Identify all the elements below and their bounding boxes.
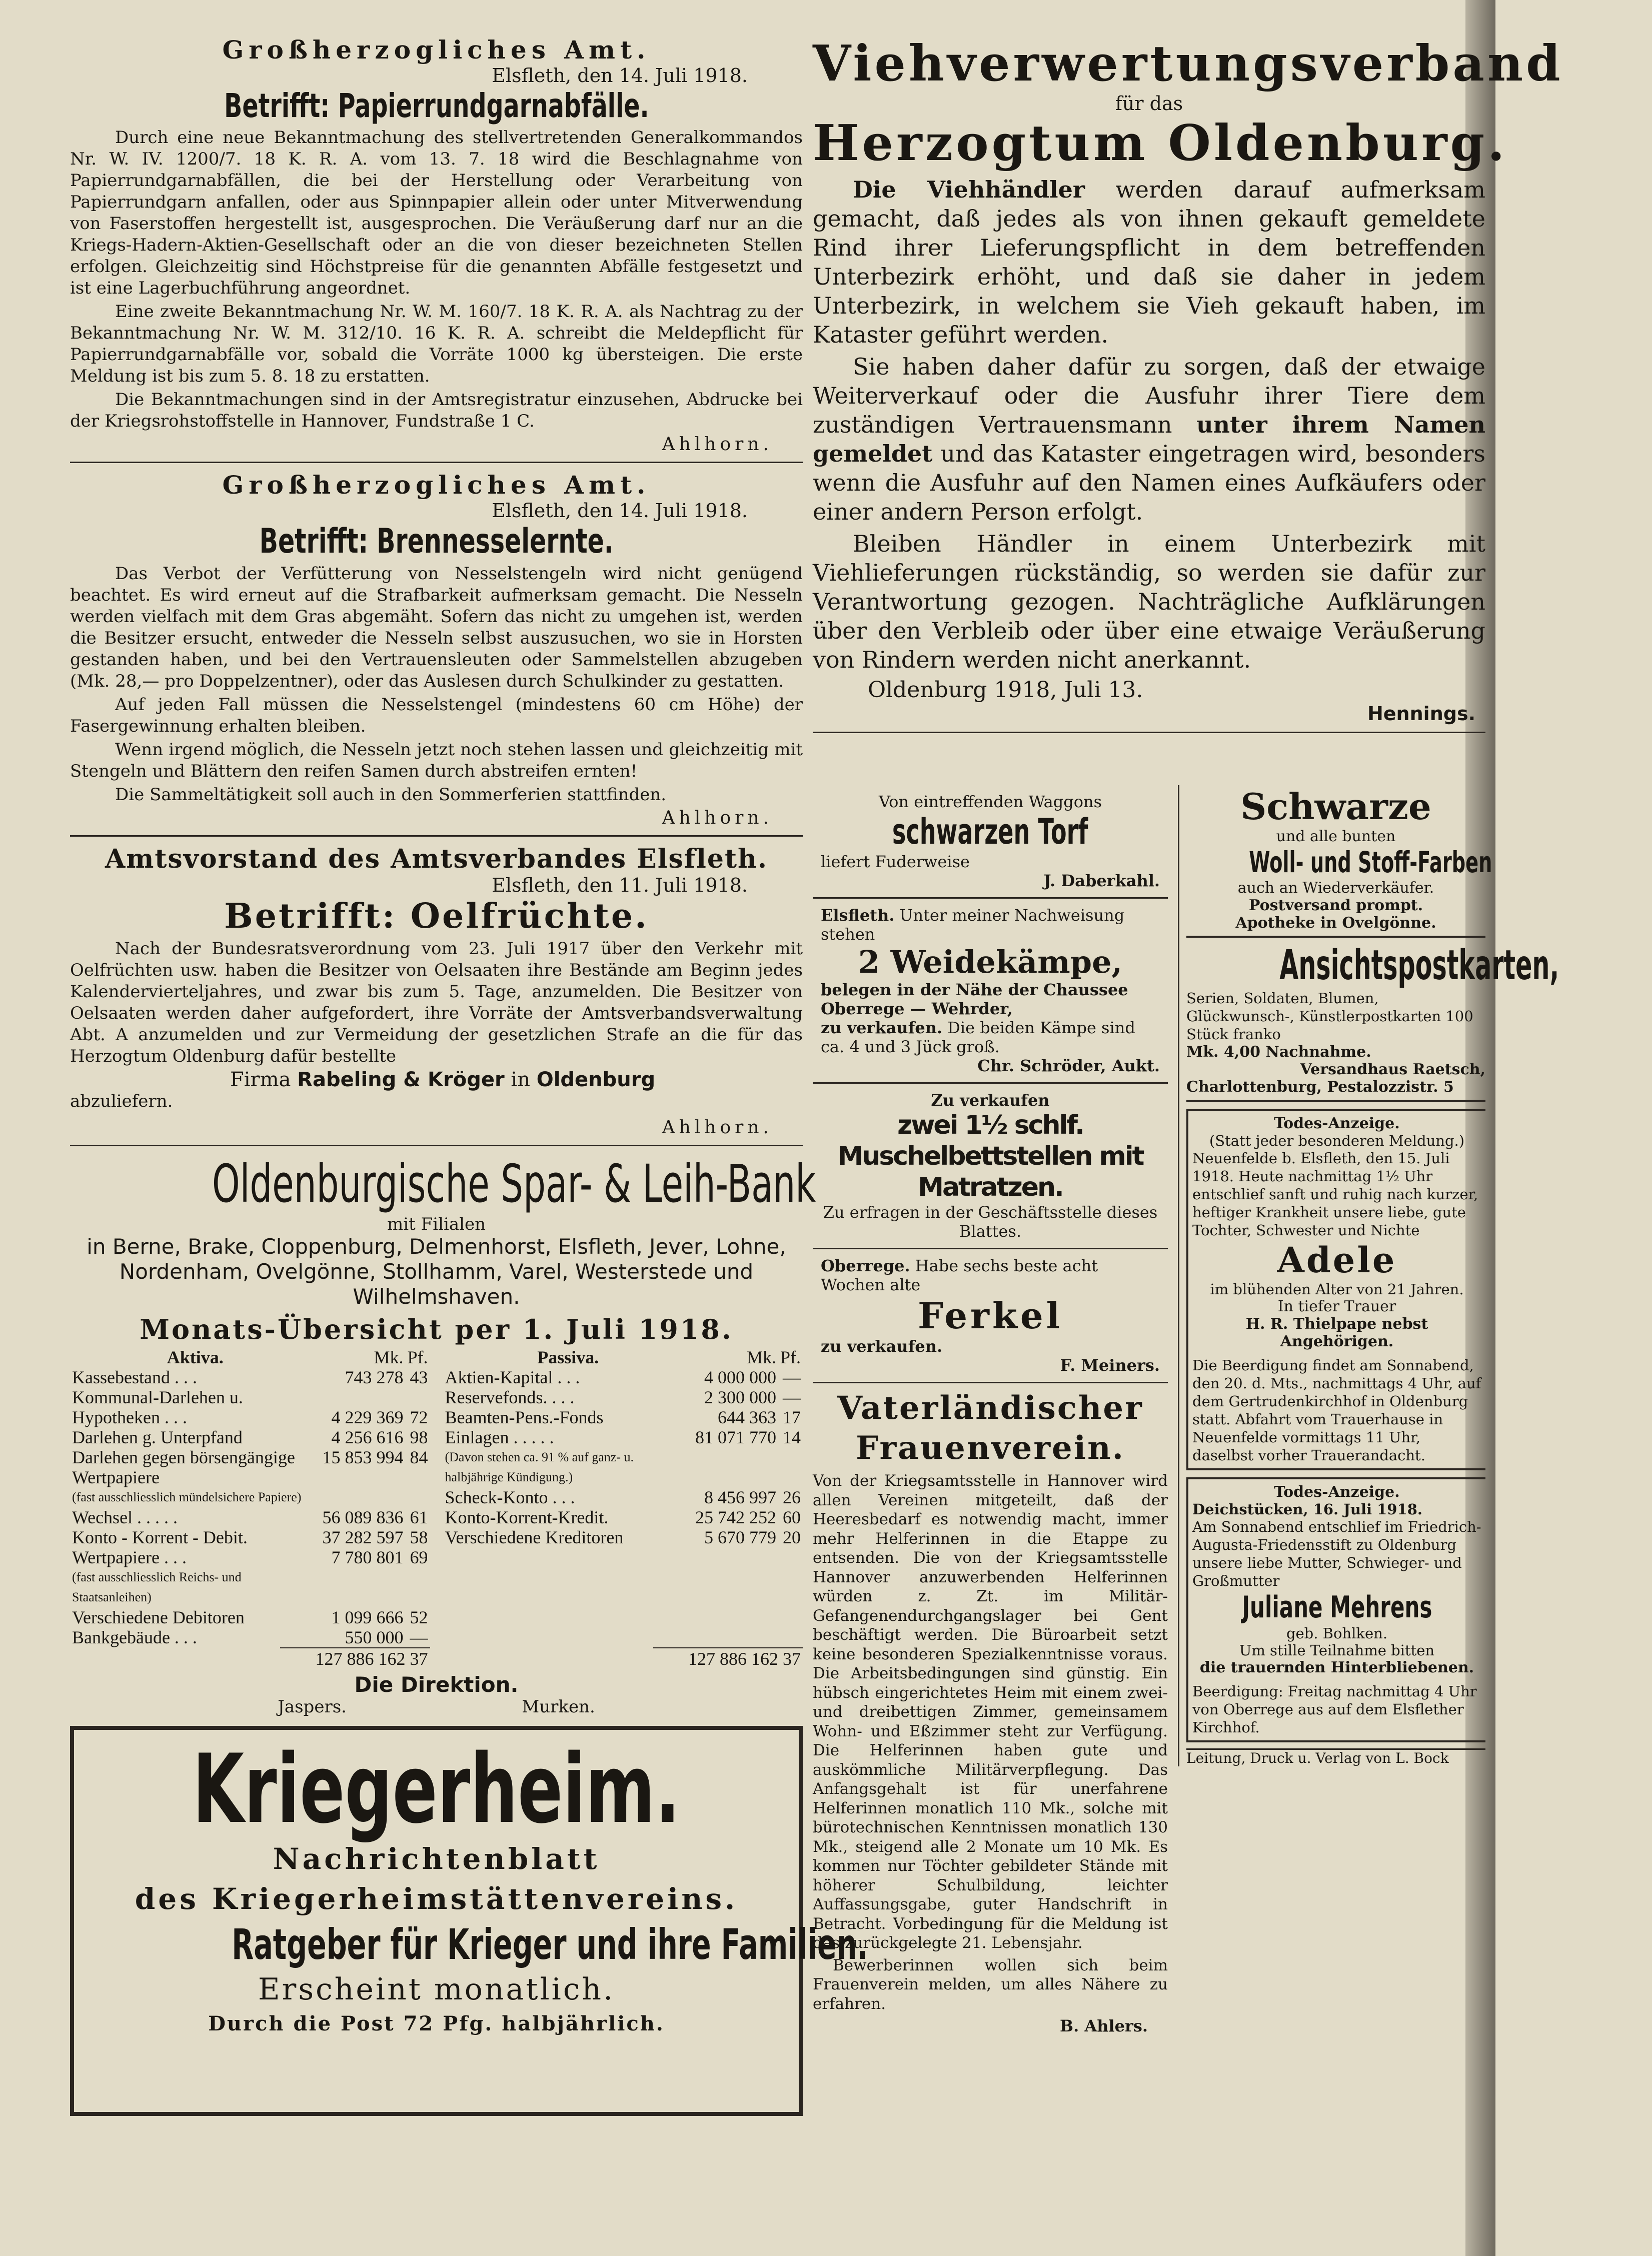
- row-mk: 7 780 801: [331, 1547, 404, 1567]
- row-pf: 98: [410, 1427, 428, 1447]
- divider: [70, 1145, 803, 1146]
- ansicht-line2: Mk. 4,00 Nachnahme.: [1186, 1043, 1371, 1061]
- row-mk: 37 282 597: [322, 1527, 404, 1547]
- row-pf: —: [410, 1627, 428, 1647]
- vieh-p1-bold: Die Viehhändler: [853, 176, 1085, 203]
- row-label: Einlagen . . . . .: [445, 1427, 554, 1447]
- torf-signature: J. Daberkahl.: [1043, 871, 1160, 890]
- notice-title: Amtsvorstand des Amtsverbandes Elsfleth.: [105, 844, 768, 874]
- weide-line2: Die beiden Kämpe sind ca. 4 und 3 Jück groß.: [821, 1018, 1135, 1056]
- mk-header: Mk.: [374, 1347, 404, 1367]
- row-mk: 743 278: [345, 1367, 404, 1387]
- tod1-burial: Die Beerdigung findet am Sonnabend, den 20. d. Mts., nachmittags 4 Uhr, auf dem Gertrudenkirchhof in Oldenburg statt. Abfahrt vom Trauerhause in Neuenfelde vormittags 11 Uhr, daselbst vorher Trauerandacht.: [1192, 1357, 1481, 1464]
- vieh-fuer: für das: [1115, 93, 1183, 115]
- vieh-title: Viehverwertungsverband: [813, 35, 1563, 93]
- notice-title: Großherzogliches Amt.: [222, 470, 651, 500]
- row-label: (Davon stehen ca. 91 % auf ganz- u. halbjährige Kündigung.): [445, 1450, 634, 1484]
- row-pf: [778, 1447, 803, 1487]
- row-mk: 25 742 252: [695, 1507, 776, 1527]
- notice-oelfruechte: [70, 844, 803, 1138]
- bank-title: Oldenburgische Spar- & Leih-Bank: [212, 1153, 816, 1214]
- betten-line: Zu erfragen in der Geschäftsstelle dieses Blattes.: [823, 1203, 1158, 1241]
- farben-title-2: Woll- und Stoff-Farben: [1249, 845, 1492, 879]
- row-mk: 56 089 836: [322, 1507, 404, 1527]
- ansicht-line3: Versandhaus Raetsch,: [1300, 1061, 1485, 1078]
- row-label: Wertpapiere . . .: [72, 1547, 187, 1567]
- torf-ad: [813, 785, 1168, 899]
- table-row: [443, 1487, 803, 1507]
- table-row: [70, 1567, 430, 1607]
- kriegerheim-ad: [70, 1726, 868, 2116]
- notice-body: Durch eine neue Bekanntmachung des stellvertretenden Generalkommandos Nr. W. IV. 1200/7. 18 K. R. A. vom 13. 7. 18 wird die Beschlagnahme von Papierrundgarnabfällen, die bei der Herstellung oder Verarbeitung von Papierrundgarn anfallen, oder aus Spinnpapier allein oder unter Mitverwendung von Faserstoffen hergestellt ist, ausgesprochen. Die Veräußerung darf nur an die Kriegs-Hadern-Aktien-Gesellschaft oder an die von dieser bezeichneten Stellen erfolgen. Gleichzeitig sind Höchstpreise für die genannten Abfälle festgesetzt und ist eine Lagerbuchführung angeordnet.: [70, 128, 803, 298]
- right-subcolumn-right: [1178, 785, 1559, 1766]
- bank-sig-left: Jaspers.: [278, 1697, 347, 1717]
- betten-title: zwei 1½ schlf. Muschelbettstellen mit Matratzen.: [837, 1110, 1143, 1202]
- row-label: Wechsel . . . . .: [72, 1507, 178, 1527]
- weide-head2: Unter meiner Nachweisung stehen: [821, 906, 1125, 944]
- bank-direction: Die Direktion.: [354, 1672, 519, 1697]
- farben-line1: und alle bunten: [1276, 828, 1396, 845]
- row-pf: 84: [410, 1447, 428, 1467]
- row-label: Darlehen g. Unterpfand: [72, 1427, 243, 1447]
- row-mk: 2 300 000: [704, 1387, 776, 1407]
- notice-body-3: Die Bekanntmachungen sind in der Amtsregistratur einzusehen, Abdrucke bei der Kriegsrohstoffstelle in Hannover, Fundstraße 1 C.: [70, 390, 803, 431]
- firm-city: Oldenburg: [536, 1068, 656, 1091]
- row-pf: 72: [410, 1407, 428, 1427]
- table-row: [70, 1527, 430, 1547]
- row-mk: [320, 1487, 405, 1507]
- row-mk: 4 000 000: [704, 1367, 776, 1387]
- row-label: Konto - Korrent - Debit.: [72, 1527, 248, 1547]
- weide-line1: belegen in der Nähe der Chaussee Oberrege — Wehrder,: [821, 980, 1128, 1018]
- row-pf: [405, 1567, 430, 1607]
- tod2-family: die trauernden Hinterbliebenen.: [1199, 1659, 1474, 1676]
- notice-subject: Betrifft: Oelfrüchte.: [224, 896, 649, 936]
- table-row: [70, 1607, 430, 1627]
- farben-line4: Apotheke in Ovelgönne.: [1235, 914, 1436, 932]
- notice-body-3: Wenn irgend möglich, die Nesseln jetzt noch stehen lassen und gleichzeitig mit Stengeln und Blättern den reifen Samen durch abstreifen ernten!: [70, 740, 803, 781]
- ansicht-ad: [1186, 938, 1559, 1102]
- table-row: [70, 1407, 430, 1427]
- bank-overview: Monats-Übersicht per 1. Juli 1918.: [140, 1313, 733, 1345]
- frauen-body: Von der Kriegsamtsstelle in Hannover wird allen Vereinen mitgeteilt, daß der Heeresbedarf es notwendig macht, immer mehr Helferinnen in die Etappe zu entsenden. Die von der Kriegsamtsstelle Hannover anzuwerbenden Helferinnen würden z. Zt. im Militär-Gefangenendurchgangslager bei Gent beschäftigt werden. Die Büroarbeit setzt keine besonderen Spezialkenntnisse voraus. Die Arbeitsbedingungen sind günstig. Ein hübsch eingerichtetes Heim mit einem zwei- und dreibettigen Zimmer, gemeinsamem Wohn- und Eßzimmer steht zur Verfügung. Die Helferinnen haben gute und auskömmliche Militärverpflegung. Das Anfangsgehalt ist für unerfahrene Helferinnen monatlich 110 Mk., solche mit bürotechnischen Kenntnissen monatlich 130 Mk., steigend alle 2 Monate um 10 Mk. Es kommen nur Töchter gebildeter Stände mit höherer Schulbildung, leichter Auffassungsgabe, guter Handschrift in Betracht. Vorbedingung für die Meldung ist das zurückgelegte 21. Lebensjahr.: [813, 1472, 1168, 1952]
- farben-ad: [1186, 785, 1492, 938]
- row-mk: 8 456 997: [704, 1487, 776, 1507]
- bank-subtitle: mit Filialen: [387, 1214, 486, 1234]
- farben-line3: Postversand prompt.: [1248, 897, 1423, 914]
- viehverwertung-notice: [813, 35, 1563, 725]
- row-pf: 26: [783, 1487, 801, 1507]
- table-row: [443, 1367, 803, 1387]
- notice-body-2: Eine zweite Bekanntmachung Nr. W. M. 160/7. 18 K. R. A. als Nachtrag zu der Bekanntmachung Nr. W. M. 312/10. 16 K. R. A. schreibt die Meldepflicht für Papierrundgarnabfälle vor, sobald die Vorräte 1000 kg übersteigen. Die erste Meldung ist bis zum 5. 8. 18 zu erstatten.: [70, 302, 803, 386]
- death-notice-2: [1186, 1477, 1485, 1742]
- frauen-body-2: Bewerberinnen wollen sich beim Frauenverein melden, um alles Nähere zu erfahren.: [813, 1956, 1168, 2013]
- kriegerheim-title: Kriegerheim.: [192, 1734, 681, 1844]
- tod2-still: Um stille Teilnahme bitten: [1239, 1642, 1435, 1659]
- tod2-burial: Beerdigung: Freitag nachmittag 4 Uhr von Oberrege aus auf dem Elsflether Kirchhof.: [1192, 1683, 1477, 1736]
- row-pf: 60: [783, 1507, 801, 1527]
- notice-end: abzuliefern.: [70, 1091, 173, 1111]
- row-pf: —: [783, 1387, 801, 1407]
- notice-papierrundgarn: [70, 35, 803, 455]
- death-notice-1: [1186, 1109, 1485, 1470]
- ferkel-ad: [813, 1249, 1168, 1383]
- aktiva-header: Aktiva.: [167, 1347, 224, 1367]
- notice-signature: Ahlhorn.: [662, 808, 773, 828]
- frauen-title: Vaterländischer Frauenverein.: [837, 1389, 1143, 1467]
- tod1-name: Adele: [1277, 1239, 1397, 1281]
- kriegerheim-line4: Erscheint monatlich.: [258, 1972, 615, 2007]
- frauen-signature: B. Ahlers.: [1060, 2016, 1148, 2035]
- kriegerheim-line3: Ratgeber für Krieger und ihre Familien.: [232, 1920, 868, 1969]
- ferkel-line2: zu verkaufen.: [821, 1337, 943, 1356]
- row-mk: 550 000: [345, 1627, 404, 1647]
- row-mk: 644 363: [717, 1407, 776, 1427]
- vieh-title-2: Herzogtum Oldenburg.: [813, 115, 1508, 172]
- firm-name: Rabeling & Kröger: [297, 1068, 505, 1091]
- row-label: Aktien-Kapital . . .: [445, 1367, 580, 1387]
- notice-date: Elsfleth, den 11. Juli 1918.: [492, 874, 748, 896]
- table-row: [443, 1527, 803, 1547]
- right-column: [813, 35, 1563, 2035]
- divider: [70, 835, 803, 837]
- row-pf: —: [783, 1367, 801, 1387]
- table-row: [70, 1447, 430, 1487]
- betten-head: Zu verkaufen: [931, 1091, 1050, 1110]
- row-pf: [405, 1387, 430, 1407]
- firm-in: in: [511, 1068, 530, 1091]
- firm-prefix: Firma: [230, 1068, 291, 1091]
- row-label: Reservefonds. . . .: [445, 1387, 575, 1407]
- table-row: [70, 1507, 430, 1527]
- table-row: [443, 1427, 803, 1447]
- tod2-name: Juliane Mehrens: [1242, 1590, 1432, 1625]
- aktiva-section: [70, 1347, 430, 1647]
- passiva-section: [443, 1347, 803, 1647]
- tod1-family: H. R. Thielpape nebst Angehörigen.: [1245, 1315, 1428, 1350]
- row-label: Kassebestand . . .: [72, 1367, 197, 1387]
- row-label: Hypotheken . . .: [72, 1407, 187, 1427]
- ferkel-title: Ferkel: [918, 1294, 1063, 1337]
- table-row: [443, 1407, 803, 1427]
- tod1-head: Todes-Anzeige.: [1274, 1115, 1400, 1132]
- tod2-body: Am Sonnabend entschlief im Friedrich-Augusta-Friedensstift zu Oldenburg unsere liebe Mutter, Schwieger- und Großmutter: [1192, 1518, 1481, 1589]
- notice-date: Elsfleth, den 14. Juli 1918.: [492, 65, 748, 87]
- tod1-body: Neuenfelde b. Elsfleth, den 15. Juli 1918. Heute nachmittag 1½ Uhr entschlief sanft und ruhig nach kurzer, heftiger Krankheit unsere liebe, gute Tochter, Schwester und Nichte: [1192, 1150, 1478, 1239]
- table-row: [70, 1367, 430, 1387]
- row-pf: 52: [410, 1607, 428, 1627]
- footer-imprint: Leitung, Druck u. Verlag von L. Bock: [1186, 1748, 1485, 1766]
- row-label: Darlehen gegen börsengängige Wertpapiere: [72, 1447, 295, 1487]
- weide-title: 2 Weidekämpe,: [858, 944, 1123, 980]
- ansicht-line1: Serien, Soldaten, Blumen, Glückwunsch-, Künstlerpostkarten 100 Stück franko: [1186, 990, 1473, 1043]
- row-label: Scheck-Konto . . .: [445, 1487, 575, 1507]
- farben-line2: auch an Wiederverkäufer.: [1237, 879, 1434, 897]
- notice-body: Das Verbot der Verfütterung von Nesselstengeln wird nicht genügend beachtet. Es wird erneut auf die Strafbarkeit aufmerksam gemacht. Die Nesseln werden vielfach mit dem Gras abgemäht. Sofern das nicht zu umgehen ist, werden die Besitzer ersucht, entweder die Nesseln selbst auszusuchen, wo sie in Horsten gestanden haben, und bei den Vertrauensleuten oder Sammelstellen abzugeben (Mk. 28,— pro Doppelzentner), oder das Auslesen durch Schulkinder zu gestatten.: [70, 564, 803, 691]
- row-pf: 69: [410, 1547, 428, 1567]
- vieh-signature: Hennings.: [1367, 703, 1475, 725]
- farben-title: Schwarze: [1240, 785, 1431, 828]
- table-row: [70, 1547, 430, 1567]
- row-mk: 4 256 616: [331, 1427, 404, 1447]
- row-mk: [320, 1387, 405, 1407]
- row-mk: 5 670 779: [704, 1527, 776, 1547]
- notice-subject: Betrifft: Papierrundgarnabfälle.: [224, 87, 649, 125]
- table-row: [443, 1507, 803, 1527]
- row-label: (fast ausschliesslich Reichs- und Staatsanleihen): [72, 1570, 242, 1604]
- weide-ad: [813, 899, 1168, 1084]
- notice-body: Nach der Bundesratsverordnung vom 23. Juli 1917 über den Verkehr mit Oelfrüchten usw. haben die Besitzer von Oelsaaten ihre Bestände am Beginn jedes Kalendervierteljahres, und zwar bis zum 5. Tage, anzumelden. Die Besitzer von Oelsaaten werden daher aufgefordert, ihre Vorräte der Amtsverbandsverwaltung Abt. A anzumelden und zur Vermeidung der gesetzlichen Strafe an die für das Herzogtum Oldenburg dafür bestellte: [70, 939, 803, 1066]
- notice-signature: Ahlhorn.: [662, 1117, 773, 1138]
- pf-header: Pf.: [407, 1347, 428, 1367]
- weide-line2-bold: zu verkaufen.: [821, 1018, 943, 1037]
- mk-header: Mk.: [746, 1347, 776, 1367]
- kriegerheim-line5: Durch die Post 72 Pfg. halbjährlich.: [208, 2012, 665, 2035]
- row-pf: 58: [410, 1527, 428, 1547]
- row-pf: 14: [783, 1427, 801, 1447]
- row-label: Kommunal-Darlehen u.: [72, 1387, 243, 1407]
- table-row: [70, 1427, 430, 1447]
- passiva-total: 127 886 162 37: [653, 1647, 803, 1669]
- bank-sig-right: Murken.: [522, 1697, 595, 1717]
- notice-title: Großherzogliches Amt.: [222, 35, 651, 65]
- table-row: [70, 1487, 430, 1507]
- notice-subject: Betrifft: Brennesselernte.: [259, 522, 614, 561]
- row-label: Verschiedene Kreditoren: [445, 1527, 624, 1547]
- divider: [70, 462, 803, 463]
- ferkel-line: Habe sechs beste acht Wochen alte: [821, 1256, 1098, 1294]
- notice-signature: Ahlhorn.: [662, 434, 773, 455]
- row-label: (fast ausschliesslich mündelsichere Papiere): [72, 1490, 302, 1504]
- torf-line1: Von eintreffenden Waggons: [878, 792, 1102, 811]
- row-pf: 61: [410, 1507, 428, 1527]
- pf-header: Pf.: [780, 1347, 801, 1367]
- row-pf: [405, 1487, 430, 1507]
- row-mk: [693, 1447, 778, 1487]
- row-pf: 17: [783, 1407, 801, 1427]
- row-mk: 81 071 770: [695, 1427, 776, 1447]
- table-row: [70, 1627, 430, 1647]
- vieh-date: Oldenburg 1918, Juli 13.: [868, 677, 1143, 703]
- right-subcolumn-left: [813, 785, 1168, 2040]
- aktiva-table: [70, 1347, 430, 1647]
- tod1-age: im blühenden Alter von 21 Jahren.: [1210, 1281, 1464, 1298]
- row-label: Bankgebäude . . .: [72, 1627, 197, 1647]
- bank-statement: [70, 1153, 816, 1717]
- vieh-p2a: Sie haben daher dafür zu sorgen, daß der etwaige Weiterverkauf oder die Ausfuhr ihrer Tiere dem zuständigen Vertrauensmann: [813, 353, 1485, 438]
- torf-line2: liefert Fuderweise: [821, 852, 970, 871]
- betten-ad: [813, 1084, 1168, 1249]
- row-label: Beamten-Pens.-Fonds: [445, 1407, 604, 1427]
- tod2-place: Deichstücken, 16. Juli 1918.: [1192, 1501, 1422, 1518]
- frauenverein-ad: [813, 1383, 1168, 2040]
- row-mk: 1 099 666: [331, 1607, 404, 1627]
- kriegerheim-line1: Nachrichtenblatt: [273, 1842, 600, 1876]
- tod1-sub: (Statt jeder besonderen Meldung.): [1209, 1132, 1465, 1149]
- aktiva-total: 127 886 162 37: [280, 1647, 430, 1669]
- table-row: [70, 1387, 430, 1407]
- ferkel-signature: F. Meiners.: [1060, 1356, 1160, 1375]
- row-mk: [320, 1567, 405, 1607]
- ansicht-line4: Charlottenburg, Pestalozzistr. 5: [1186, 1078, 1454, 1096]
- vieh-p2-bold: unter ihrem Namen gemeldet: [813, 411, 1485, 467]
- torf-title: schwarzen Torf: [892, 811, 1088, 852]
- ferkel-head: Oberrege.: [821, 1256, 910, 1275]
- notice-body-4: Die Sammeltätigkeit soll auch in den Sommerferien stattfinden.: [115, 785, 667, 805]
- row-label: Verschiedene Debitoren: [72, 1607, 245, 1627]
- row-label: Konto-Korrent-Kredit.: [445, 1507, 609, 1527]
- divider: [813, 732, 1485, 733]
- table-row: [443, 1447, 803, 1487]
- passiva-header: Passiva.: [537, 1347, 599, 1367]
- kriegerheim-line2: des Kriegerheimstättenvereins.: [135, 1882, 738, 1916]
- bank-branches: in Berne, Brake, Cloppenburg, Delmenhorst, Elsfleth, Jever, Lohne, Nordenham, Ovelgönne, Stollhamm, Varel, Westerstede und Wilhelmshaven.: [87, 1234, 786, 1309]
- tod2-head: Todes-Anzeige.: [1274, 1483, 1400, 1501]
- row-pf: 43: [410, 1367, 428, 1387]
- table-row: [443, 1387, 803, 1407]
- weide-head: Elsfleth.: [821, 906, 895, 925]
- vieh-p2b: und das Kataster eingetragen wird, besonders wenn die Ausfuhr auf den Namen eines Aufkäufers oder einer andern Person erfolgt.: [813, 440, 1485, 525]
- vieh-p3: Bleiben Händler in einem Unterbezirk mit Viehlieferungen rückständig, so werden sie dafür zur Verantwortung gezogen. Nachträgliche Aufklärungen über den Verbleib oder über eine etwaige Veräußerung von Rindern werden nicht anerkannt.: [813, 530, 1485, 673]
- weide-signature: Chr. Schröder, Aukt.: [977, 1056, 1160, 1075]
- ansicht-title: Ansichtspostkarten,: [1279, 942, 1559, 989]
- notice-brennessel: [70, 470, 803, 828]
- passiva-table: [443, 1347, 803, 1547]
- vieh-p1: werden darauf aufmerksam gemacht, daß jedes als von ihnen gekauft gemeldete Rind ihrer Lieferungspflicht in dem betreffenden Unterbezirk erhöht, und daß sie daher in jedem Unterbezirk, in welchem sie Vieh gekauft haben, im Kataster geführt werden.: [813, 176, 1485, 348]
- tod2-geb: geb. Bohlken.: [1286, 1625, 1388, 1642]
- notice-date: Elsfleth, den 14. Juli 1918.: [492, 500, 748, 522]
- row-pf: 20: [783, 1527, 801, 1547]
- notice-body-2: Auf jeden Fall müssen die Nesselstengel (mindestens 60 cm Höhe) der Fasergewinnung erhalten bleiben.: [70, 695, 803, 736]
- row-mk: 4 229 369: [331, 1407, 404, 1427]
- tod1-trauer: In tiefer Trauer: [1277, 1298, 1396, 1315]
- row-mk: 15 853 994: [322, 1447, 404, 1467]
